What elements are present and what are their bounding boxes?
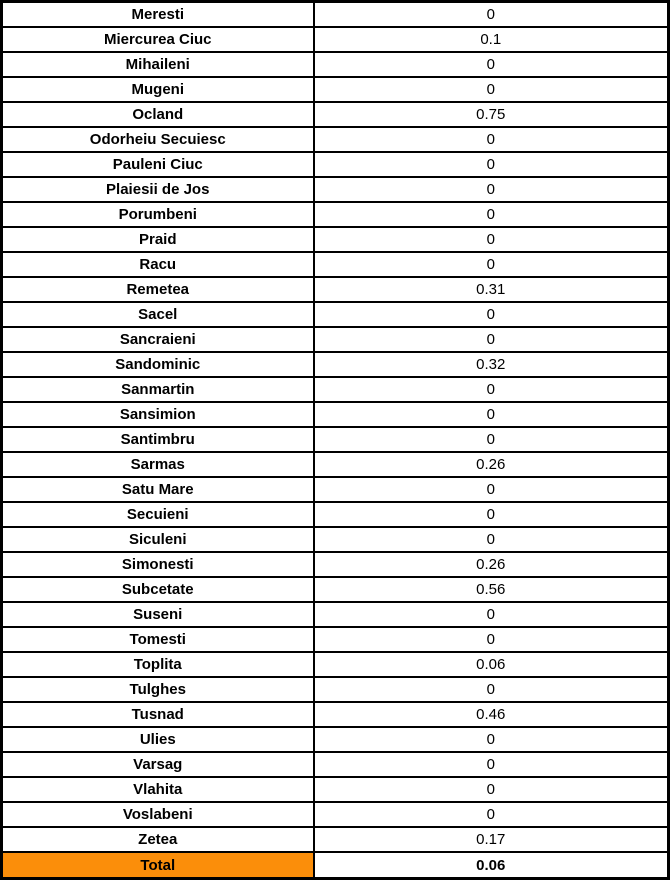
table-row (2, 527, 669, 552)
table-row (2, 402, 669, 427)
table-row (2, 77, 669, 102)
table-row (2, 102, 669, 127)
locality-name-cell: Siculeni (2, 527, 314, 552)
locality-value-cell: 0.1 (314, 27, 669, 52)
locality-value-cell: 0 (314, 177, 669, 202)
locality-name-cell: Tusnad (2, 702, 314, 727)
locality-name-cell: Tulghes (2, 677, 314, 702)
locality-name-cell: Porumbeni (2, 202, 314, 227)
locality-name-cell: Santimbru (2, 427, 314, 452)
table-row (2, 502, 669, 527)
table-row (2, 652, 669, 677)
table-row (2, 152, 669, 177)
table-body (2, 2, 669, 879)
locality-name-cell: Sarmas (2, 452, 314, 477)
locality-value-cell: 0 (314, 527, 669, 552)
locality-value-cell: 0 (314, 127, 669, 152)
locality-name-cell: Pauleni Ciuc (2, 152, 314, 177)
locality-value-cell: 0 (314, 227, 669, 252)
locality-name-cell: Meresti (2, 2, 314, 28)
locality-value-cell: 0.26 (314, 552, 669, 577)
table-row (2, 252, 669, 277)
table-row (2, 202, 669, 227)
locality-name-cell: Odorheiu Secuiesc (2, 127, 314, 152)
locality-value-cell: 0 (314, 327, 669, 352)
locality-value-cell: 0.06 (314, 652, 669, 677)
table-row (2, 302, 669, 327)
table-row (2, 602, 669, 627)
locality-value-cell: 0 (314, 2, 669, 28)
locality-name-cell: Mugeni (2, 77, 314, 102)
table-row (2, 477, 669, 502)
table-row (2, 802, 669, 827)
table-row (2, 27, 669, 52)
locality-value-cell: 0 (314, 252, 669, 277)
table-row (2, 277, 669, 302)
total-label-cell: Total (2, 852, 314, 878)
locality-name-cell: Sacel (2, 302, 314, 327)
locality-name-cell: Mihaileni (2, 52, 314, 77)
table-row (2, 627, 669, 652)
locality-name-cell: Voslabeni (2, 802, 314, 827)
locality-value-cell: 0 (314, 52, 669, 77)
table-row (2, 677, 669, 702)
locality-name-cell: Subcetate (2, 577, 314, 602)
locality-value-cell: 0.17 (314, 827, 669, 852)
locality-name-cell: Zetea (2, 827, 314, 852)
table-row (2, 2, 669, 28)
locality-name-cell: Varsag (2, 752, 314, 777)
locality-value-cell: 0 (314, 777, 669, 802)
table-row (2, 777, 669, 802)
table-row (2, 227, 669, 252)
locality-name-cell: Sansimion (2, 402, 314, 427)
locality-value-cell: 0.56 (314, 577, 669, 602)
locality-value-cell: 0 (314, 502, 669, 527)
locality-value-cell: 0 (314, 152, 669, 177)
table-row (2, 827, 669, 852)
locality-name-cell: Plaiesii de Jos (2, 177, 314, 202)
table-row (2, 427, 669, 452)
locality-value-cell: 0.75 (314, 102, 669, 127)
locality-name-cell: Toplita (2, 652, 314, 677)
locality-name-cell: Secuieni (2, 502, 314, 527)
locality-name-cell: Simonesti (2, 552, 314, 577)
locality-name-cell: Racu (2, 252, 314, 277)
locality-name-cell: Vlahita (2, 777, 314, 802)
table-row (2, 377, 669, 402)
locality-value-cell: 0 (314, 727, 669, 752)
table-row (2, 452, 669, 477)
locality-name-cell: Ulies (2, 727, 314, 752)
table-row (2, 327, 669, 352)
locality-name-cell: Remetea (2, 277, 314, 302)
locality-value-cell: 0 (314, 302, 669, 327)
locality-name-cell: Satu Mare (2, 477, 314, 502)
locality-value-cell: 0 (314, 427, 669, 452)
table-row (2, 577, 669, 602)
table-row (2, 52, 669, 77)
locality-value-cell: 0.31 (314, 277, 669, 302)
locality-value-cell: 0 (314, 477, 669, 502)
table-row (2, 352, 669, 377)
table-row (2, 727, 669, 752)
locality-name-cell: Sanmartin (2, 377, 314, 402)
table-row (2, 552, 669, 577)
locality-name-cell: Tomesti (2, 627, 314, 652)
locality-name-cell: Suseni (2, 602, 314, 627)
locality-value-cell: 0 (314, 602, 669, 627)
locality-value-cell: 0.46 (314, 702, 669, 727)
table-row (2, 752, 669, 777)
locality-value-cell: 0 (314, 627, 669, 652)
locality-name-cell: Sancraieni (2, 327, 314, 352)
table-row (2, 702, 669, 727)
locality-value-cell: 0 (314, 752, 669, 777)
locality-name-cell: Ocland (2, 102, 314, 127)
locality-name-cell: Miercurea Ciuc (2, 27, 314, 52)
table-row (2, 177, 669, 202)
locality-name-cell: Praid (2, 227, 314, 252)
locality-value-cell: 0 (314, 802, 669, 827)
locality-value-cell: 0 (314, 77, 669, 102)
locality-value-cell: 0.32 (314, 352, 669, 377)
locality-value-cell: 0 (314, 377, 669, 402)
total-row (2, 852, 669, 878)
locality-value-cell: 0 (314, 402, 669, 427)
table-row (2, 127, 669, 152)
total-value-cell: 0.06 (314, 852, 669, 878)
locality-value-cell: 0.26 (314, 452, 669, 477)
locality-name-cell: Sandominic (2, 352, 314, 377)
locality-value-cell: 0 (314, 677, 669, 702)
locality-value-cell: 0 (314, 202, 669, 227)
